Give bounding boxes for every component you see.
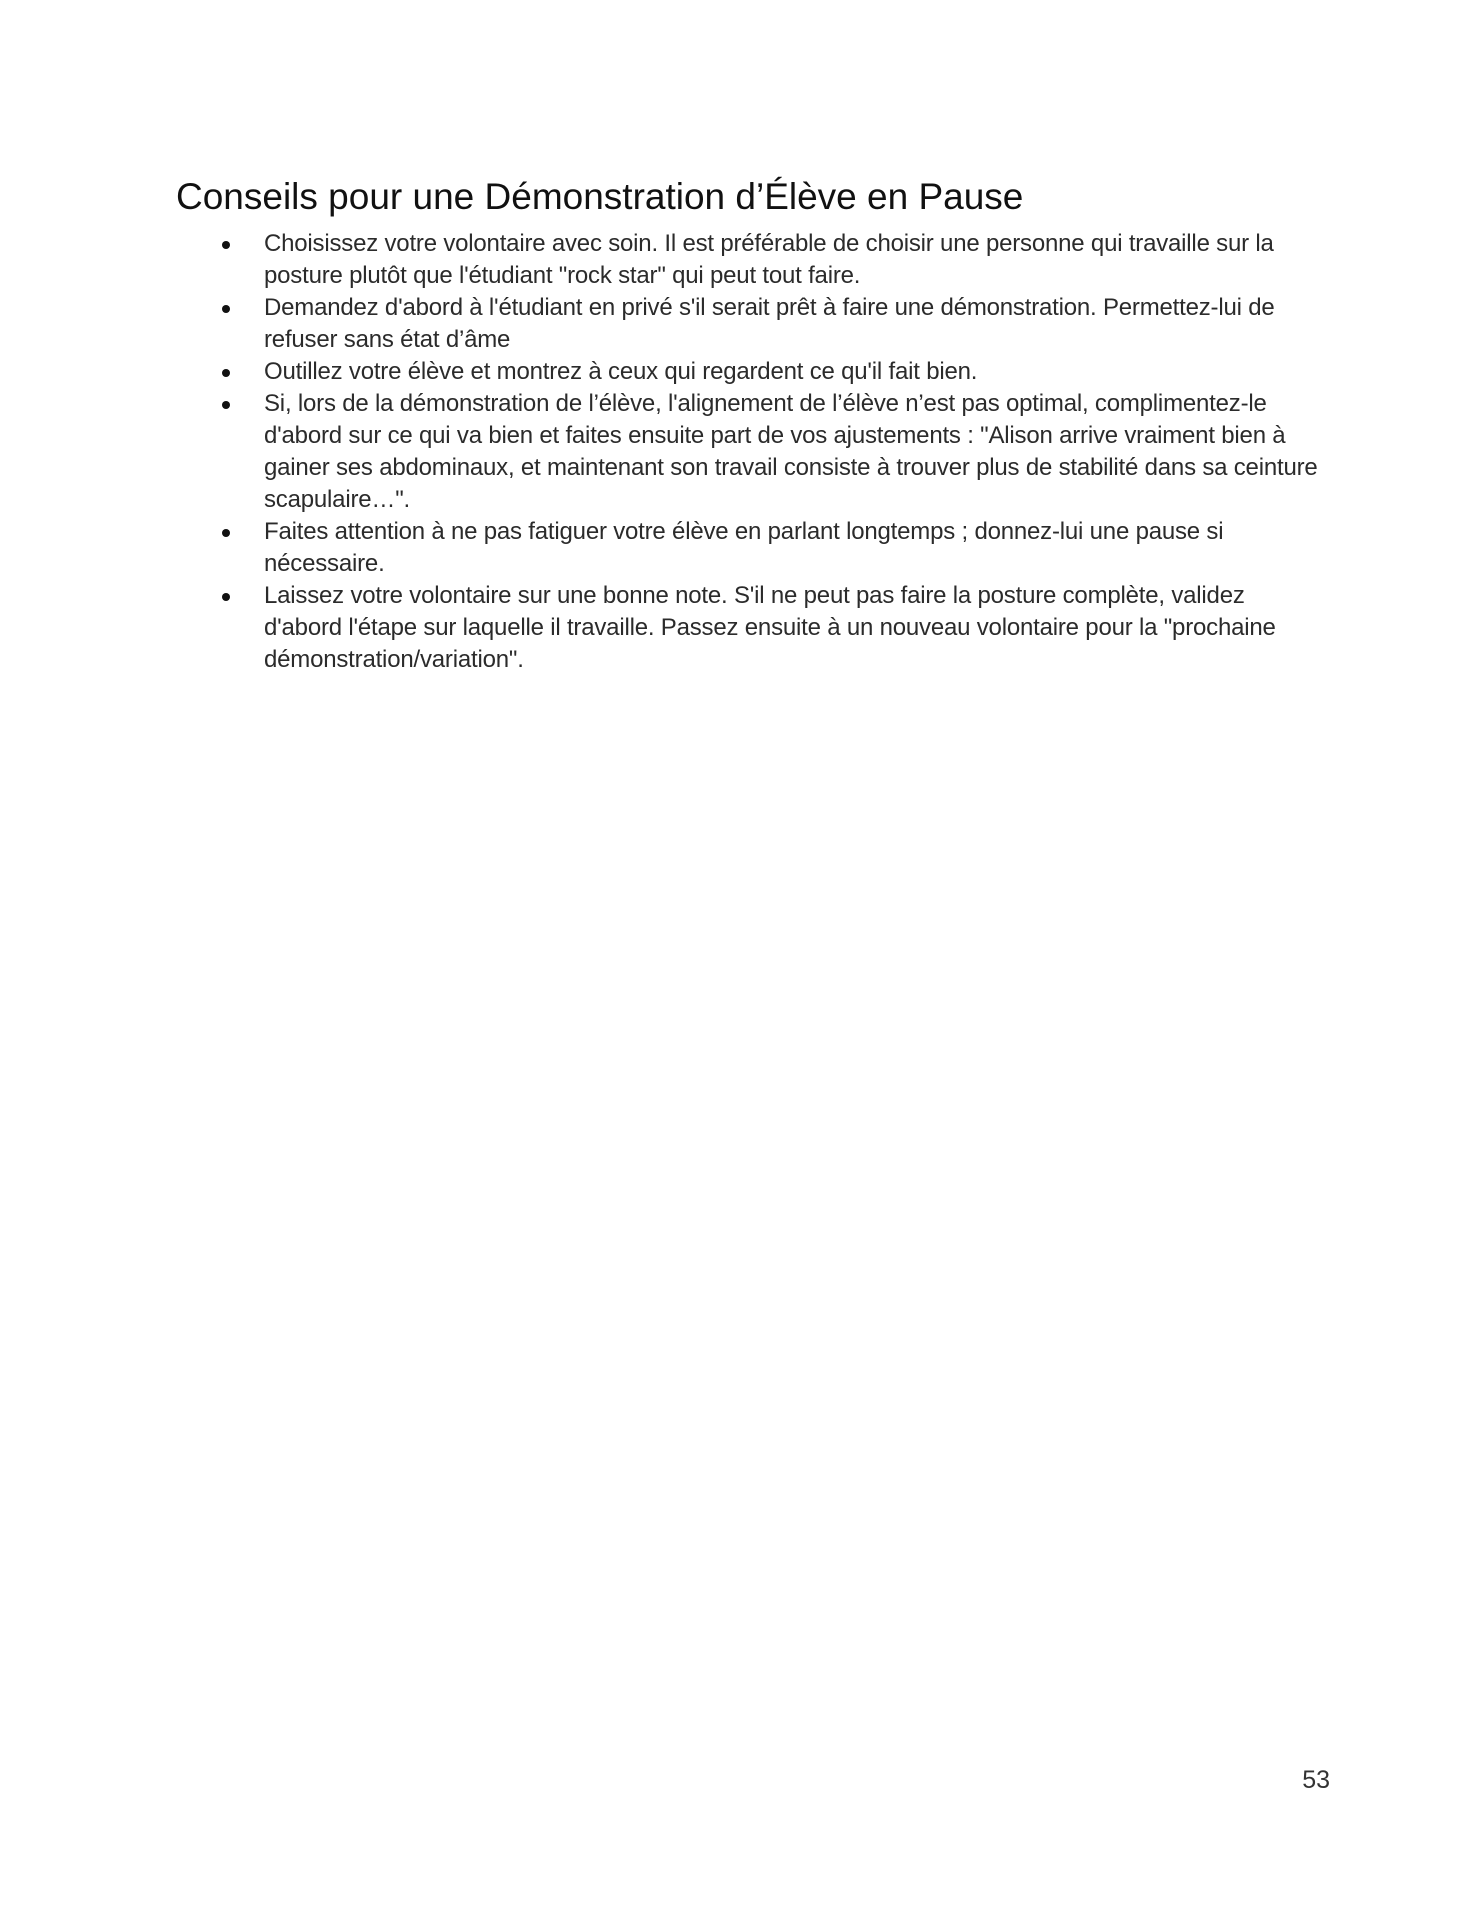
list-item — [222, 228, 1322, 292]
list-item — [222, 516, 1322, 580]
list-item-text: Demandez d'abord à l'étudiant en privé s'il serait prêt à faire une démonstration. Permettez-lui de refuser sans état d’âme — [264, 294, 1275, 353]
section-heading: Conseils pour une Démonstration d’Élève en Pause — [176, 176, 1024, 217]
bullet-icon — [222, 369, 230, 377]
list-item — [222, 580, 1322, 676]
page-number: 53 — [1302, 1766, 1330, 1794]
bullet-icon — [222, 241, 230, 249]
bullet-icon — [222, 529, 230, 537]
bullet-icon — [222, 593, 230, 601]
tips-list — [222, 228, 1322, 676]
list-item-text: Si, lors de la démonstration de l’élève, l'alignement de l’élève n’est pas optimal, complimentez-le d'abord sur ce qui va bien et faites ensuite part de vos ajustements : "Alison arrive vraiment bien à gainer ses abdominaux, et maintenant son travail consiste à trouver plus de stabilité dans sa ceinture scapulaire…". — [264, 390, 1318, 513]
list-item-text: Choisissez votre volontaire avec soin. Il est préférable de choisir une personne qui travaille sur la posture plutôt que l'étudiant "rock star" qui peut tout faire. — [264, 230, 1274, 289]
bullet-icon — [222, 305, 230, 313]
list-item — [222, 388, 1322, 516]
list-item-text: Faites attention à ne pas fatiguer votre élève en parlant longtemps ; donnez-lui une pause si nécessaire. — [264, 518, 1224, 577]
bullet-icon — [222, 401, 230, 409]
list-item — [222, 356, 1322, 388]
list-item — [222, 292, 1322, 356]
list-item-text: Laissez votre volontaire sur une bonne note. S'il ne peut pas faire la posture complète, validez d'abord l'étape sur laquelle il travaille. Passez ensuite à un nouveau volontaire pour la "prochaine démonstration/variation". — [264, 582, 1276, 673]
list-item-text: Outillez votre élève et montrez à ceux qui regardent ce qu'il fait bien. — [264, 358, 978, 385]
